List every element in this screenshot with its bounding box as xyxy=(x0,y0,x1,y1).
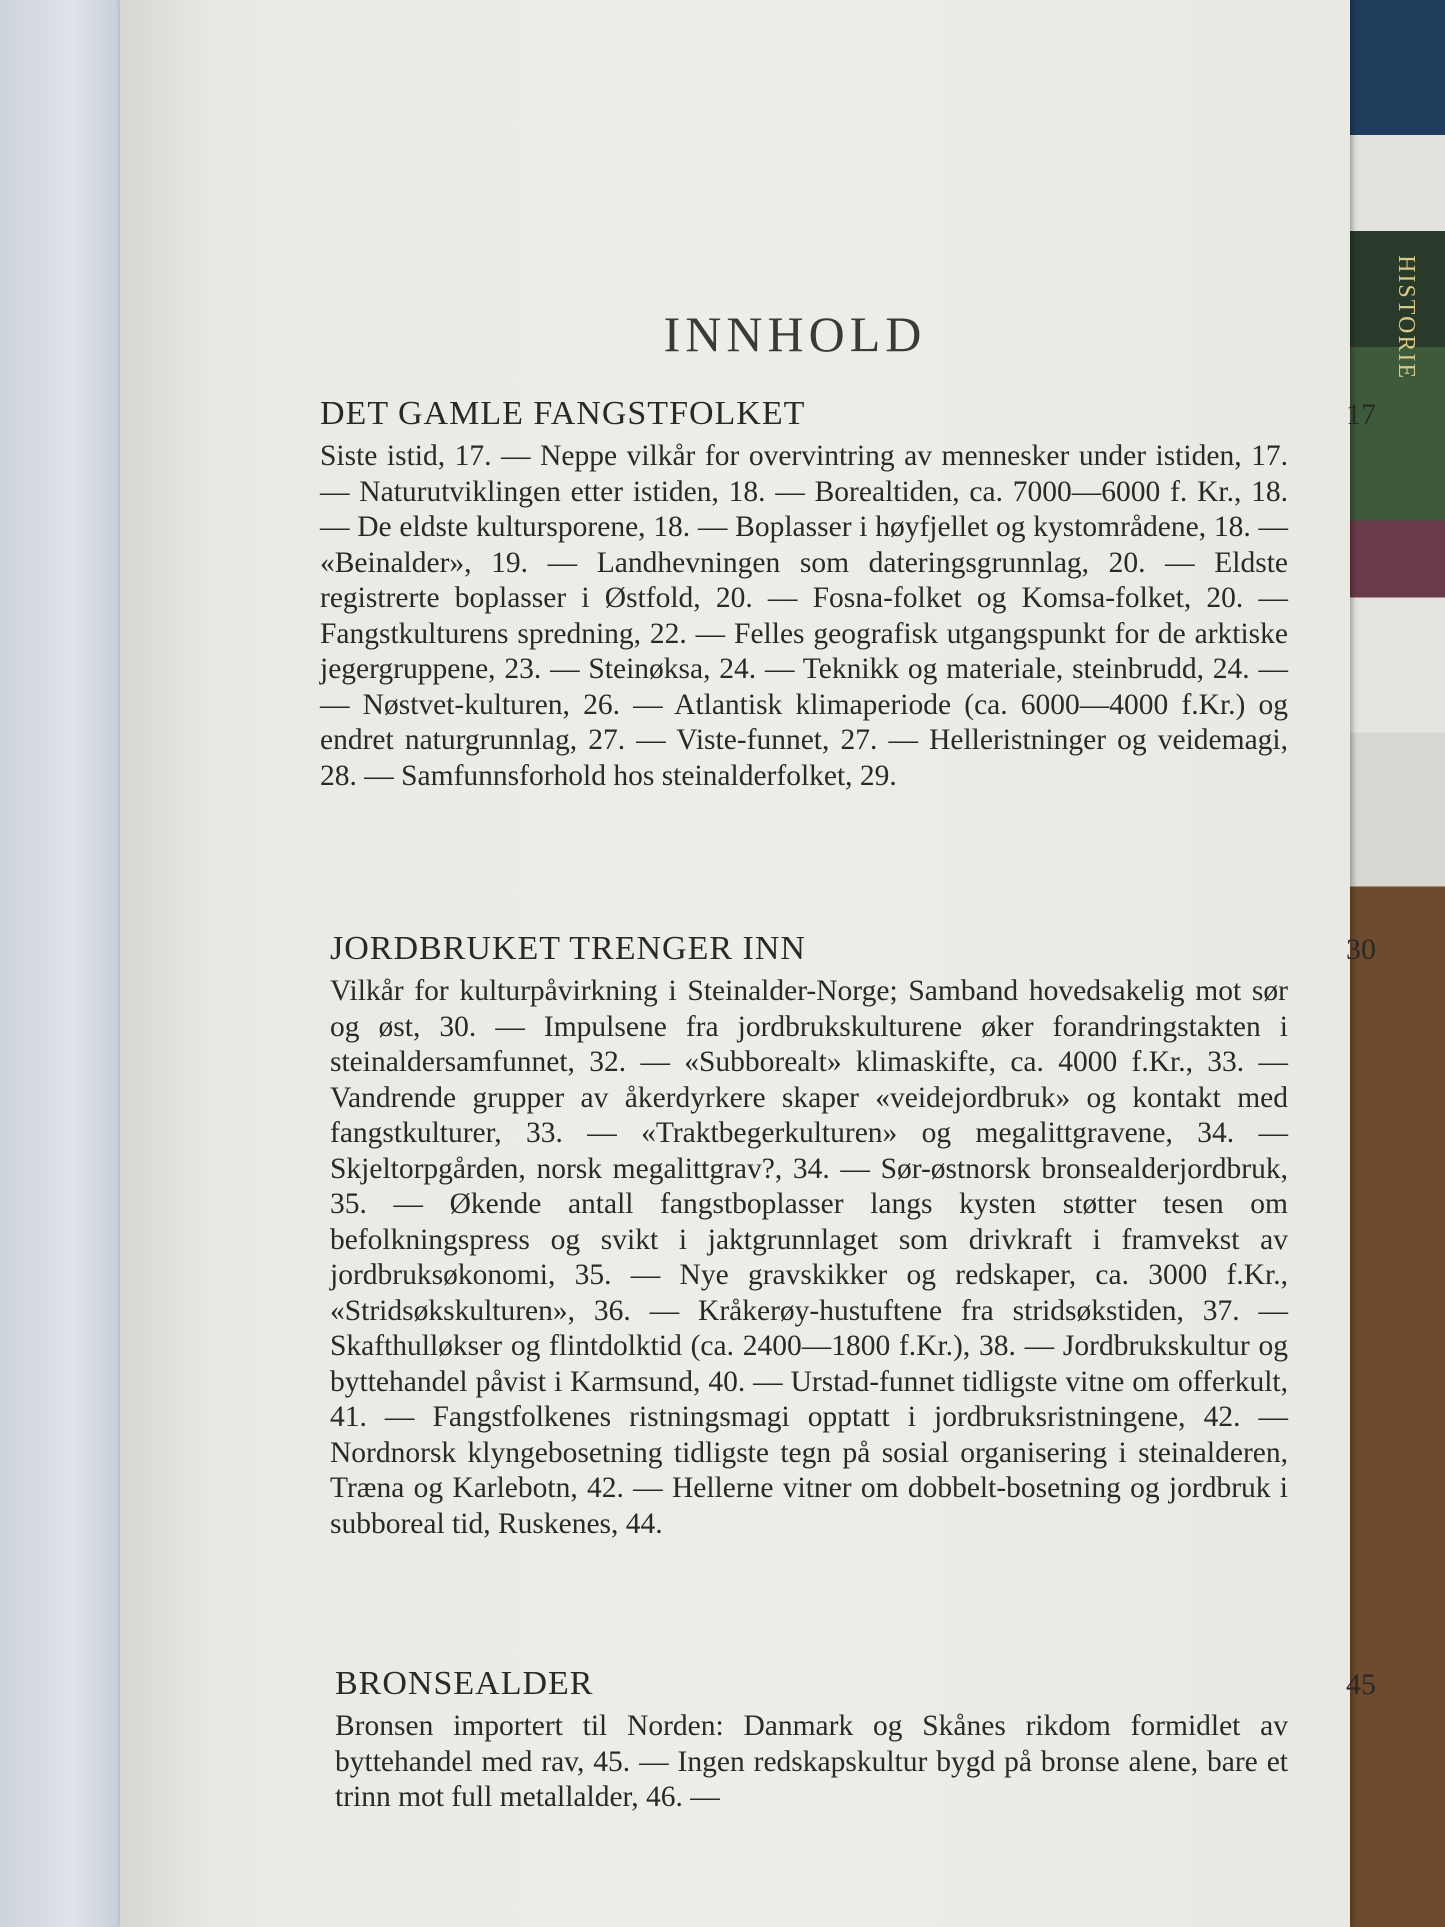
section-header xyxy=(330,930,1376,968)
adjacent-page xyxy=(0,0,130,1927)
book-spine-title: HISTORIE xyxy=(1393,255,1419,380)
section-page-number: 30 xyxy=(1346,933,1376,966)
section-page-number: 45 xyxy=(1346,1668,1376,1701)
toc-section xyxy=(335,1665,1376,1816)
section-header xyxy=(320,395,1376,433)
section-page-number: 17 xyxy=(1346,398,1376,431)
toc-section xyxy=(320,395,1376,794)
section-title: BRONSEALDER xyxy=(335,1665,594,1702)
toc-section xyxy=(330,930,1376,1542)
section-summary: Vilkår for kulturpåvirkning i Steinalder-Norge; Samband hovedsakelig mot sør og øst, 30. — Impulsene fra jordbrukskulturene øker forandringstakten i steinaldersamfunnet, 32. — «Subborealt» klimaskifte, ca. 4000 f.Kr., 33. — Vandrende grupper av åkerdyrkere skaper «veidejordbruk» og kontakt med fangstkulturer, 33. — «Traktbegerkulturen» og megalittgravene, 34. — Skjeltorpgården, norsk megalittgrav?, 34. — Sør-østnorsk bronsealderjordbruk, 35. — Økende antall fangstboplasser langs kysten støtter tesen om befolkningspress og svikt i jaktgrunnlaget som drivkraft i framvekst av jordbruksøkonomi, 35. — Nye gravskikker og redskaper, ca. 3000 f.Kr., «Stridsøkskulturen», 36. — Kråkerøy-hustuftene fra stridsøkstiden, 37. — Skafthulløkser og flintdolktid (ca. 2400—1800 f.Kr.), 38. — Jordbrukskultur og byttehandel påvist i Karmsund, 40. — Urstad-funnet tidligste vitne om offerkult, 41. — Fangstfolkenes ristningsmagi opptatt i jordbruksristningene, 42. — Nordnorsk klyngebosetning tidligste tegn på sosial organisering i steinalderen, Træna og Karlebotn, 42. — Hellerne vitner om dobbelt-bosetning og jordbruk i subboreal tid, Ruskenes, 44. xyxy=(330,975,1288,1540)
book-page xyxy=(120,0,1376,1927)
section-summary: Bronsen importert til Norden: Danmark og Skånes rikdom formidlet av byttehandel med rav, 45. — Ingen redskapskultur bygd på bronse alene, bare et trinn mot full metallalder, 46. — xyxy=(335,1710,1288,1813)
section-summary: Siste istid, 17. — Neppe vilkår for overvintring av mennesker under istiden, 17. — Naturutviklingen etter istiden, 18. — Borealtiden, ca. 7000—6000 f. Kr., 18. — De eldste kultursporene, 18. — Boplasser i høyfjellet og kystområdene, 18. — «Beinalder», 19. — Landhevningen som dateringsgrunnlag, 20. — Eldste registrerte boplasser i Østfold, 20. — Fosna-folket og Komsa-folket, 20. — Fangstkulturens spredning, 22. — Felles geografisk utgangspunkt for de arktiske jegergruppene, 23. — Steinøksa, 24. — Teknikk og materiale, steinbrudd, 24. — — Nøstvet-kulturen, 26. — Atlantisk klimaperiode (ca. 6000—4000 f.Kr.) og endret naturgrunnlag, 27. — Viste-funnet, 27. — Helleristninger og veidemagi, 28. — Samfunnsforhold hos steinalderfolket, 29. xyxy=(320,440,1288,792)
page-title: INNHOLD xyxy=(663,306,927,362)
section-title: DET GAMLE FANGSTFOLKET xyxy=(320,395,806,432)
section-title: JORDBRUKET TRENGER INN xyxy=(330,930,806,967)
section-header xyxy=(335,1665,1376,1703)
